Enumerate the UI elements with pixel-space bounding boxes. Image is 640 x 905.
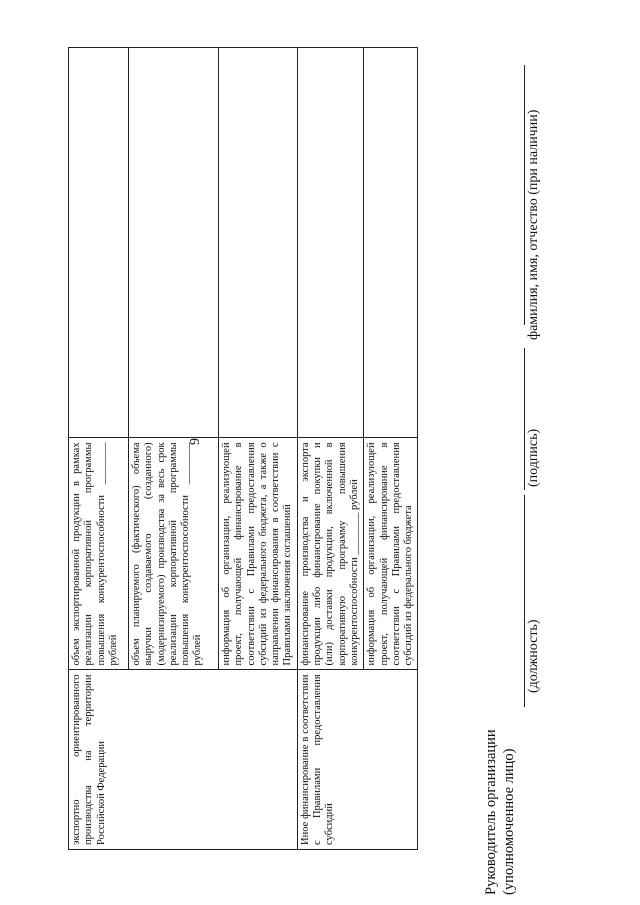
signatory-title [482,729,518,895]
info-cell: информация об организации, реализующей проект, получающей финансирование в соответствии с Правилами предоставления субсидий из федерального бюджета [364,438,418,670]
info-cell: финансирование производства и экспорта продукции либо финансирование покупки и (или) доставки продукции, включенной в корпоративную программу повышения конкурентоспособности ________ рублей [297,438,363,670]
value-cell [364,48,418,438]
full-name-label: фамилия, имя, отчество (при наличии) [526,109,541,340]
signature-label: (подпись) [526,428,541,487]
criteria-table [68,47,418,850]
info-cell: объем планируемого (фактического) объема выручки создаваемого (созданного) (модернизируемого) производства за весь срок реализации корпоративной программы повышения конкурентоспособности ________ рублей [129,438,219,670]
signatory-title-line2: (уполномоченное лицо) [501,748,517,895]
value-cell [129,48,219,438]
position-line [524,495,525,707]
criterion-cell [129,670,219,850]
signatory-title-line1: Руководитель организации [483,729,499,895]
value-cell [69,48,129,438]
info-cell: информация об организации, реализующей проект, получающей финансирование в соответствии с Правилами предоставления субсидий из федерального бюджета, а также о направлении финансирования в соответствии с Правилами заключения соглашений [219,438,298,670]
full-name-line [524,65,525,325]
value-cell [297,48,363,438]
position-label: (должность) [526,619,541,693]
value-cell [219,48,298,438]
criterion-cell [219,670,298,850]
info-cell: объем экспортированной продукции в рамках реализации корпоративной программы повышения конкурентоспособности ________ рублей [69,438,129,670]
table-row [297,48,363,850]
criterion-cell: Иное финансирование в соответствии с Правилами предоставления субсидий [297,670,363,850]
page-number: 9 [188,438,203,445]
table-row [69,48,129,850]
table-row [219,48,298,850]
signature-line [524,348,525,490]
table-row [129,48,219,850]
table-row [364,48,418,850]
criterion-cell [364,670,418,850]
criterion-cell: экспортно ориентированного производства на территории Российской Федерации [69,670,129,850]
